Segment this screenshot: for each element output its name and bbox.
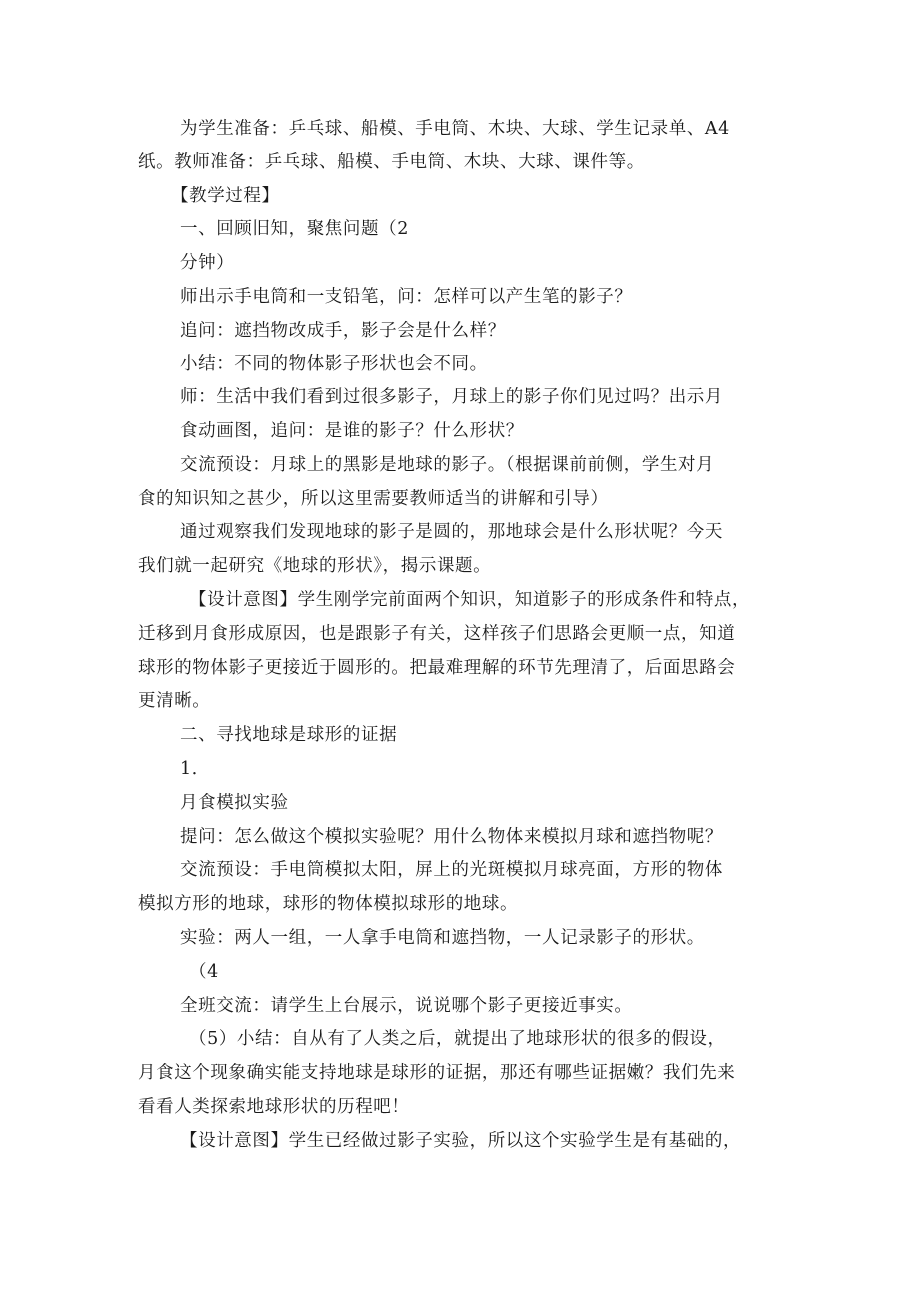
section-heading-review: 一、回顾旧知，聚焦问题（2 [180, 219, 409, 239]
text-line-topic-reveal: 我们就一起研究《地球的形状》，揭示课题。 [138, 556, 492, 576]
text-line-design-intent-2: 迁移到月食形成原因，也是跟影子有关，这样孩子们思路会更顺一点，知道 [138, 624, 736, 644]
text-line-minutes: 分钟） [180, 253, 235, 273]
text-line-teacher-materials: 纸。教师准备：乒乓球、船模、手电筒、木块、大球、课件等。 [138, 152, 645, 172]
text-line-design-intent-1: 【设计意图】学生刚学完前面两个知识，知道影子的形成条件和特点， [189, 590, 751, 610]
text-line-exploration-history: 看看人类探索地球形状的历程吧！ [138, 1097, 410, 1117]
text-line-discussion-preset: 交流预设：月球上的黑影是地球的影子。（根据课前前侧，学生对月 [180, 455, 715, 475]
text-line-eclipse-experiment: 月食模拟实验 [180, 793, 289, 813]
section-heading-evidence: 二、寻找地球是球形的证据 [180, 725, 398, 745]
section-heading-teaching-process: 【教学过程】 [171, 186, 280, 206]
text-line-moon-shadow: 师：生活中我们看到过很多影子，月球上的影子你们见过吗？出示月 [180, 387, 723, 407]
text-line-class-discussion: 全班交流：请学生上台展示，说说哪个影子更接近事实。 [180, 996, 633, 1016]
text-line-follow-up-question: 追问：遮挡物改成手，影子会是什么样？ [180, 321, 506, 341]
text-line-experiment-question: 提问：怎么做这个模拟实验呢？用什么物体来模拟月球和遮挡物呢？ [180, 827, 723, 847]
text-line-experiment-preset-cont: 模拟方形的地球，球形的物体模拟球形的地球。 [138, 894, 519, 914]
text-line-eclipse-knowledge: 食的知识知之甚少，所以这里需要教师适当的讲解和引导） [138, 489, 609, 509]
list-number-4: （4 [189, 962, 219, 982]
text-line-experiment-preset: 交流预设：手电筒模拟太阳，屏上的光斑模拟月球亮面，方形的物体 [180, 860, 723, 880]
text-line-summary-5-cont: 月食这个现象确实能支持地球是球形的证据，那还有哪些证据嫩？我们先来 [138, 1063, 736, 1083]
text-line-design-intent-final: 【设计意图】学生已经做过影子实验，所以这个实验学生是有基础的， [180, 1131, 742, 1151]
text-line-eclipse-animation: 食动画图，追问：是谁的影子？什么形状？ [180, 421, 524, 441]
text-line-teacher-question: 师出示手电筒和一支铅笔，问：怎样可以产生笔的影子？ [180, 287, 633, 307]
text-line-summary-5: （5）小结：自从有了人类之后，就提出了地球形状的很多的假设， [189, 1029, 726, 1049]
text-line-observation: 通过观察我们发现地球的影子是圆的，那地球会是什么形状呢？今天 [180, 522, 723, 542]
text-line-design-intent-3: 球形的物体影子更接近于圆形的。把最难理解的环节先理清了，后面思路会 [138, 658, 736, 678]
list-number-1: 1． [180, 759, 210, 779]
text-line-student-materials: 为学生准备：乒乓球、船模、手电筒、木块、大球、学生记录单、A4 [180, 119, 730, 139]
text-line-design-intent-4: 更清晰。 [138, 691, 211, 711]
text-line-summary: 小结：不同的物体影子形状也会不同。 [180, 354, 488, 374]
text-line-experiment-procedure: 实验：两人一组，一人拿手电筒和遮挡物，一人记录影子的形状。 [180, 928, 705, 948]
